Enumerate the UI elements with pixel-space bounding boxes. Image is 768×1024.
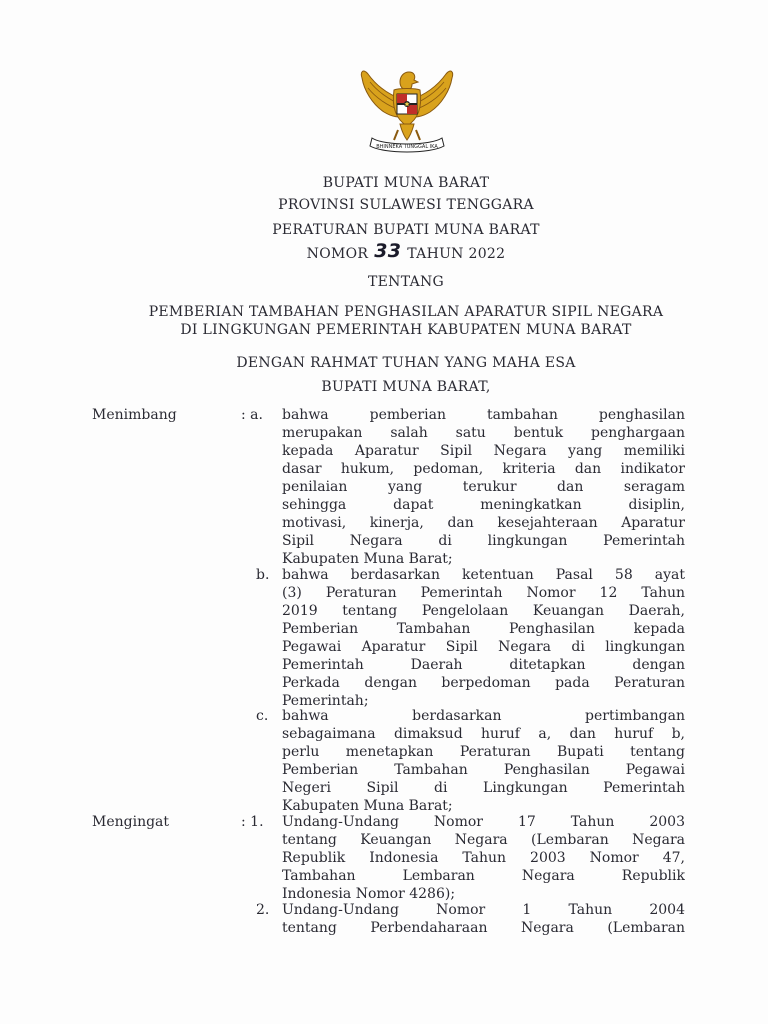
clause-line: Indonesia Nomor 4286); bbox=[282, 886, 456, 902]
header-line-nomor bbox=[0, 240, 768, 263]
clause-line: (3) Peraturan Pemerintah Nomor 12 Tahun bbox=[282, 585, 685, 601]
emblem-motto: BHINNEKA TUNGGAL IKA bbox=[376, 144, 438, 150]
clause-line: Sipil Negara di lingkungan Pemerintah bbox=[282, 533, 685, 549]
clause-line: 2019 tentang Pengelolaan Keuangan Daerah, bbox=[282, 603, 685, 619]
header-line-peraturan: PERATURAN BUPATI MUNA BARAT bbox=[272, 222, 540, 238]
clause-line: Tambahan Lembaran Negara Republik bbox=[282, 868, 685, 884]
clause-line: motivasi, kinerja, dan kesejahteraan Aparatur bbox=[282, 515, 685, 531]
clause-line: bahwa berdasarkan pertimbangan bbox=[282, 708, 685, 724]
nomor-label: NOMOR bbox=[306, 246, 369, 262]
tahun-label: TAHUN 2022 bbox=[407, 246, 506, 262]
menimbang-clause-c bbox=[282, 707, 685, 815]
clause-line: Perkada dengan berpedoman pada Peraturan bbox=[282, 675, 685, 691]
clause-line: tentang Perbendaharaan Negara (Lembaran bbox=[282, 920, 685, 936]
clause-line: penilaian yang terukur dan seragam bbox=[282, 479, 685, 495]
header-rahmat: DENGAN RAHMAT TUHAN YANG MAHA ESA bbox=[236, 355, 576, 371]
clause-line: Negeri Sipil di Lingkungan Pemerintah bbox=[282, 780, 685, 796]
clause-line: perlu menetapkan Peraturan Bupati tentang bbox=[282, 744, 685, 760]
clause-line: Pemberian Tambahan Penghasilan Pegawai bbox=[282, 762, 685, 778]
header-bupati-closing: BUPATI MUNA BARAT, bbox=[321, 379, 491, 395]
clause-line: Undang-Undang Nomor 17 Tahun 2003 bbox=[282, 814, 685, 830]
mengingat-clause-1 bbox=[282, 813, 685, 903]
nomor-value: 33 bbox=[374, 240, 402, 262]
title-line-1: PEMBERIAN TAMBAHAN PENGHASILAN APARATUR SIPIL NEGARA bbox=[148, 304, 664, 320]
clause-line: Pemerintah; bbox=[282, 693, 369, 709]
clause-line: merupakan salah satu bentuk penghargaan bbox=[282, 425, 685, 441]
garuda-emblem-icon bbox=[354, 60, 460, 158]
menimbang-label: Menimbang bbox=[92, 407, 177, 423]
clause-line: bahwa pemberian tambahan penghasilan bbox=[282, 407, 685, 423]
menimbang-marker-c: c. bbox=[256, 708, 269, 724]
clause-line: dasar hukum, pedoman, kriteria dan indikator bbox=[282, 461, 685, 477]
header-tentang: TENTANG bbox=[367, 274, 445, 290]
menimbang-marker-a: : a. bbox=[241, 407, 263, 423]
mengingat-marker-2: 2. bbox=[256, 902, 270, 918]
clause-line: Pegawai Aparatur Sipil Negara di lingkungan bbox=[282, 639, 685, 655]
menimbang-clause-a bbox=[282, 406, 685, 568]
clause-line: Undang-Undang Nomor 1 Tahun 2004 bbox=[282, 902, 685, 918]
clause-line: Pemberian Tambahan Penghasilan kepada bbox=[282, 621, 685, 637]
clause-line: bahwa berdasarkan ketentuan Pasal 58 ayat bbox=[282, 567, 685, 583]
mengingat-marker-1: : 1. bbox=[241, 814, 264, 830]
clause-line: kepada Aparatur Sipil Negara yang memiliki bbox=[282, 443, 685, 459]
clause-line: sebagaimana dimaksud huruf a, dan huruf b, bbox=[282, 726, 685, 742]
clause-line: tentang Keuangan Negara (Lembaran Negara bbox=[282, 832, 685, 848]
clause-line: Kabupaten Muna Barat; bbox=[282, 798, 453, 814]
mengingat-label: Mengingat bbox=[92, 814, 170, 830]
menimbang-marker-b: b. bbox=[256, 567, 270, 583]
clause-line: Republik Indonesia Tahun 2003 Nomor 47, bbox=[282, 850, 685, 866]
header-line-bupati: BUPATI MUNA BARAT bbox=[322, 175, 490, 191]
mengingat-clause-2 bbox=[282, 901, 685, 937]
title-line-2: DI LINGKUNGAN PEMERINTAH KABUPATEN MUNA BARAT bbox=[180, 322, 632, 338]
clause-line: sehingga dapat meningkatkan disiplin, bbox=[282, 497, 685, 513]
clause-line: Pemerintah Daerah ditetapkan dengan bbox=[282, 657, 685, 673]
menimbang-clause-b bbox=[282, 566, 685, 710]
clause-line: Kabupaten Muna Barat; bbox=[282, 551, 453, 567]
header-line-provinsi: PROVINSI SULAWESI TENGGARA bbox=[278, 197, 534, 213]
